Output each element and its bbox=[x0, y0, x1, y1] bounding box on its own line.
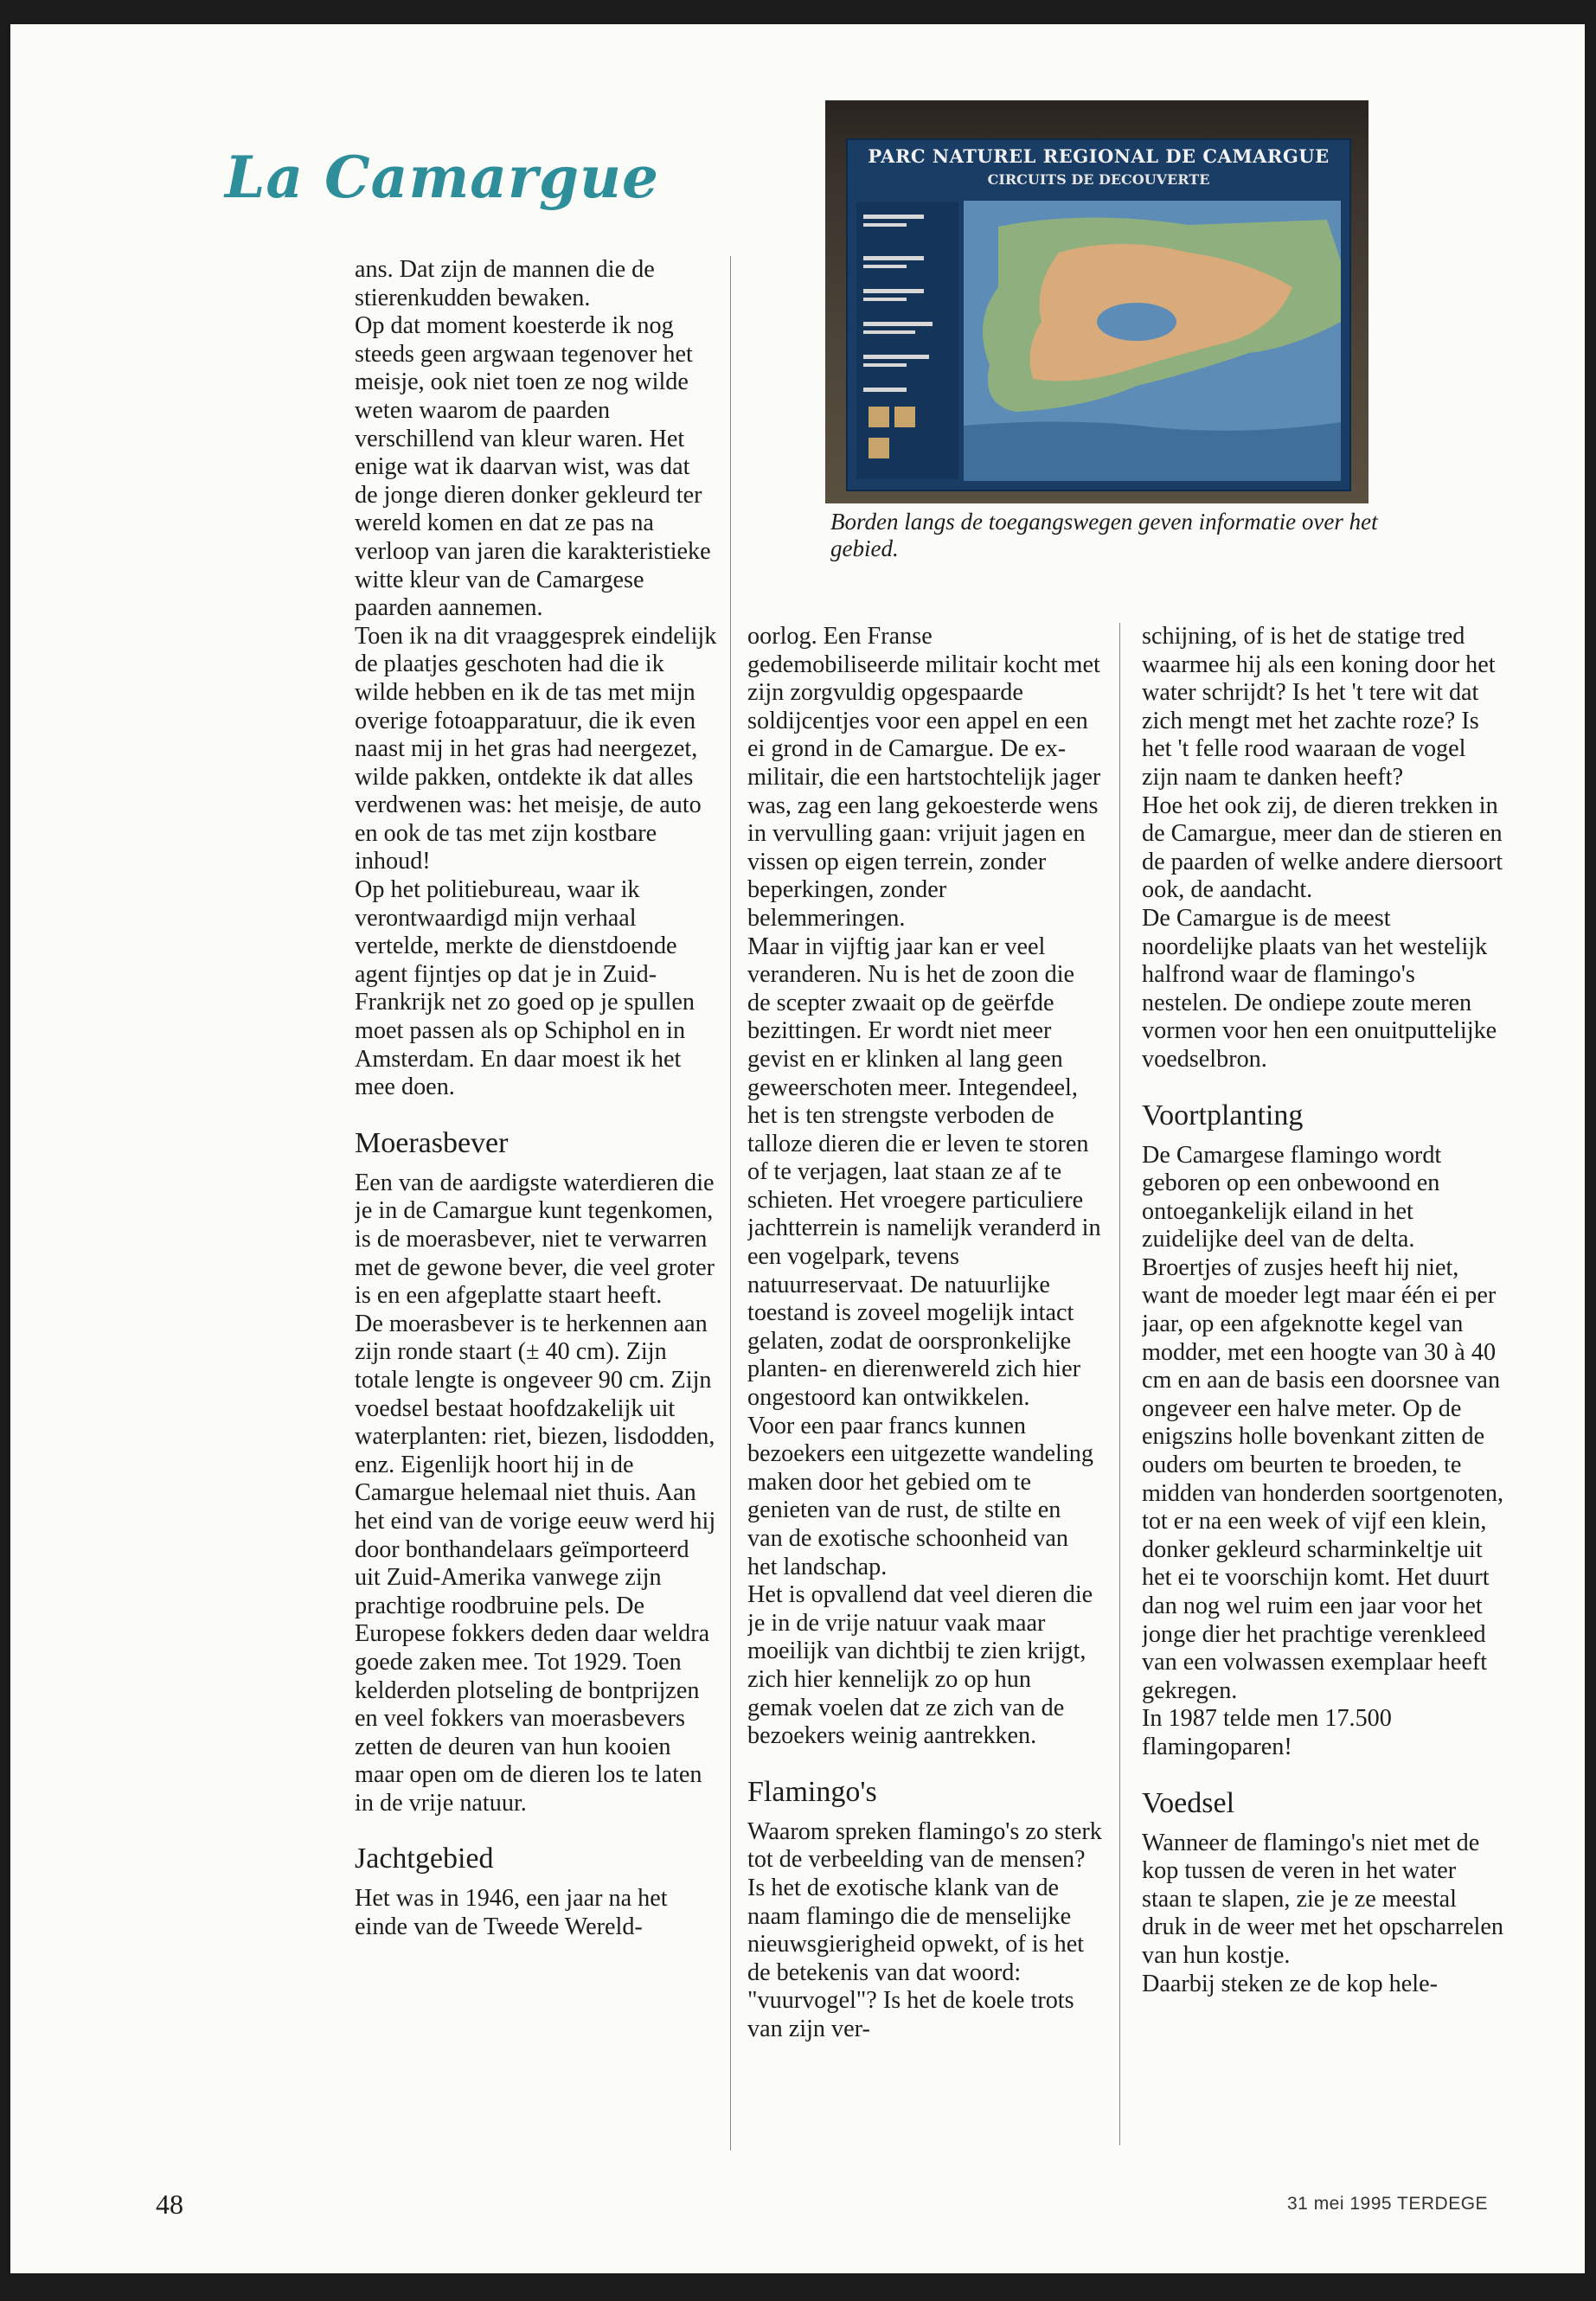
paragraph: Hoe het ook zij, de dieren trekken in de Camargue, meer dan de stieren en de paarden of welke andere diersoort ook, de aandacht. bbox=[1142, 792, 1503, 904]
paragraph: Maar in vijftig jaar kan er veel veranderen. Nu is het de zoon die de scepter zwaait op de geërfde bezittingen. Er wordt niet meer gevist en er klinken al lang geen geweerschoten meer. Integendeel, het is ten strengste verboden de talloze dieren die er leven te storen of te verjagen, laat staan ze af te schieten. Het vroegere particuliere jachtterrein is namelijk veranderd in een vogelpark, tevens natuurreservaat. De natuurlijke toestand is zoveel mogelijk intact gelaten, zodat de oorspronkelijke planten- en dierenwereld zich hier ongestoord kan ontwikkelen. bbox=[747, 933, 1101, 1412]
paragraph: Toen ik na dit vraaggesprek eindelijk de plaatjes geschoten had die ik wilde hebben en ik de tas met mijn overige fotoapparatuur, die ik even naast mij in het gras had neergezet, wilde pakken, ontdekte ik dat alles verdwenen was: het meisje, de auto en ook de tas met zijn kostbare inhoud! bbox=[355, 622, 717, 875]
paragraph: Een van de aardigste waterdieren die je in de Camargue kunt tegenkomen, is de moerasbever, niet te verwarren met de gewone bever, die veel groter is en een afgeplatte staart heeft. bbox=[355, 1169, 715, 1310]
paragraph: Daarbij steken ze de kop hele- bbox=[1142, 1970, 1439, 1997]
paragraph: De Camargue is de meest noordelijke plaats van het westelijk halfrond waar de flamingo's nestelen. De ondiepe zoute meren vormen voor hen een onuitputtelijke voedselbron. bbox=[1142, 904, 1497, 1073]
page-number: 48 bbox=[156, 2189, 183, 2220]
sign-map bbox=[964, 201, 1341, 481]
text-column-2 bbox=[747, 623, 1102, 2163]
text-column-3 bbox=[1142, 623, 1505, 2163]
section-heading-voedsel: Voedsel bbox=[1142, 1786, 1235, 1819]
magazine-page bbox=[10, 24, 1585, 2273]
camargue-map-drawing bbox=[964, 201, 1341, 481]
paragraph: schijning, of is het de statige tred waarmee hij als een koning door het water schrijdt? Is het 't tere wit dat zich mengt met het zachte roze? Is het 't felle rood waaraan de vogel zijn naam te danken heeft? bbox=[1142, 623, 1496, 791]
paragraph: Op het politiebureau, waar ik verontwaardigd mijn verhaal vertelde, merkte de dienstdoende agent fijntjes op dat je in Zuid-Frankrijk net zo goed op je spullen moet passen als op Schiphol en in Amsterdam. En daar moest ik het mee doen. bbox=[355, 876, 695, 1101]
paragraph: Het is opvallend dat veel dieren die je in de vrije natuur vaak maar moeilijk van dichtbij te zien krijgt, zich hier kennelijk zo op hun gemak voelen dat ze zich van de bezoekers weinig aantrekken. bbox=[747, 1581, 1093, 1750]
column-divider-2 bbox=[1119, 623, 1120, 2145]
paragraph: Waarom spreken flamingo's zo sterk tot de verbeelding van de mensen? Is het de exotische klank van de naam flamingo die de menselijke nieuwsgierigheid opwekt, of is het de betekenis van dat woord: "vuurvogel"? Is het de koele trots van zijn ver- bbox=[747, 1817, 1102, 2042]
paragraph: Op dat moment koesterde ik nog steeds geen argwaan tegenover het meisje, ook niet toen ze nog wilde weten waarom de paarden verschillend van kleur waren. Het enige wat ik daarvan wist, was dat de jonge dieren donker gekleurd ter wereld komen en dat ze pas na verloop van jaren die karakteristieke witte kleur van de Camargese paarden aannemen. bbox=[355, 312, 711, 622]
section-heading-voortplanting: Voortplanting bbox=[1142, 1099, 1304, 1131]
issue-footer: 31 mei 1995 TERDEGE bbox=[1287, 2194, 1489, 2214]
section-heading-flamingos: Flamingo's bbox=[747, 1775, 877, 1808]
paragraph: Wanneer de flamingo's niet met de kop tussen de veren in het water staan te slapen, zie je ze meestal druk in de weer met het opscharrelen van hun kostje. bbox=[1142, 1829, 1503, 1969]
paragraph: De moerasbever is te herkennen aan zijn ronde staart (± 40 cm). Zijn totale lengte is ongeveer 90 cm. Zijn voedsel bestaat hoofdzakelijk uit waterplanten: riet, biezen, lisdodden, enz. Eigenlijk hoort hij in de Camargue helemaal niet thuis. Aan het eind van de vorige eeuw werd hij door bonthandelaars geïmporteerd uit Zuid-Amerika vanwege zijn prachtige roodbruine pels. De Europese fokkers deden daar weldra goede zaken mee. Tot 1929. Toen kelderden plotseling de bontprijzen en veel fokkers van moerasbevers zetten de deuren van hun kooien maar open om de dieren los te laten in de vrije natuur. bbox=[355, 1310, 716, 1817]
paragraph: Het was in 1946, een jaar na het einde van de Tweede Wereld- bbox=[355, 1885, 668, 1941]
column-divider-1 bbox=[730, 256, 731, 2150]
park-sign-photo bbox=[825, 100, 1368, 503]
photo-caption: Borden langs de toegangswegen geven informatie over het gebied. bbox=[830, 509, 1378, 561]
text-column-1 bbox=[355, 256, 718, 2159]
paragraph: Voor een paar francs kunnen bezoekers een uitgezette wandeling maken door het gebied om te genieten van de rust, de stilte en van de exotische schoonheid van het landschap. bbox=[747, 1412, 1093, 1580]
handwritten-title: La Camargue bbox=[225, 144, 659, 211]
section-heading-moerasbever: Moerasbever bbox=[355, 1126, 509, 1159]
legend-marks bbox=[856, 202, 958, 479]
information-board bbox=[846, 138, 1351, 491]
sign-subtitle: CIRCUITS DE DECOUVERTE bbox=[987, 171, 1210, 188]
paragraph: ans. Dat zijn de mannen die de stierenkudden bewaken. bbox=[355, 256, 655, 311]
sign-title: PARC NATUREL REGIONAL DE CAMARGUE bbox=[868, 145, 1330, 167]
sign-legend-panel bbox=[856, 202, 958, 479]
section-heading-jachtgebied: Jachtgebied bbox=[355, 1843, 494, 1875]
paragraph: oorlog. Een Franse gedemobiliseerde militair kocht met zijn zorgvuldig opgespaarde soldijcentjes voor een appel en een ei grond in de Camargue. De ex-militair, die een hartstochtelijk jager was, zag een lang gekoesterde wens in vervulling gaan: vrijuit jagen en vissen op eigen terrein, zonder beperkingen, zonder belemmeringen. bbox=[747, 623, 1101, 932]
paragraph: De Camargese flamingo wordt geboren op een onbewoond en ontoegankelijk eiland in het zuidelijke deel van de delta. Broertjes of zusjes heeft hij niet, want de moeder legt maar één ei per jaar, op een afgeknotte kegel van modder, met een hoogte van 30 à 40 cm en aan de basis een doorsnee van ongeveer een halve meter. Op de enigszins holle bovenkant zitten de ouders om beurten te broeden, te midden van honderden soortgenoten, tot er na een week of vijf een klein, donker gekleurd scharminkeltje uit het ei te voorschijn komt. Het duurt dan nog wel ruim een jaar voor het jonge dier het prachtige verenkleed van een volwassen exemplaar heeft gekregen. bbox=[1142, 1141, 1504, 1704]
paragraph: In 1987 telde men 17.500 flamingoparen! bbox=[1142, 1705, 1392, 1760]
